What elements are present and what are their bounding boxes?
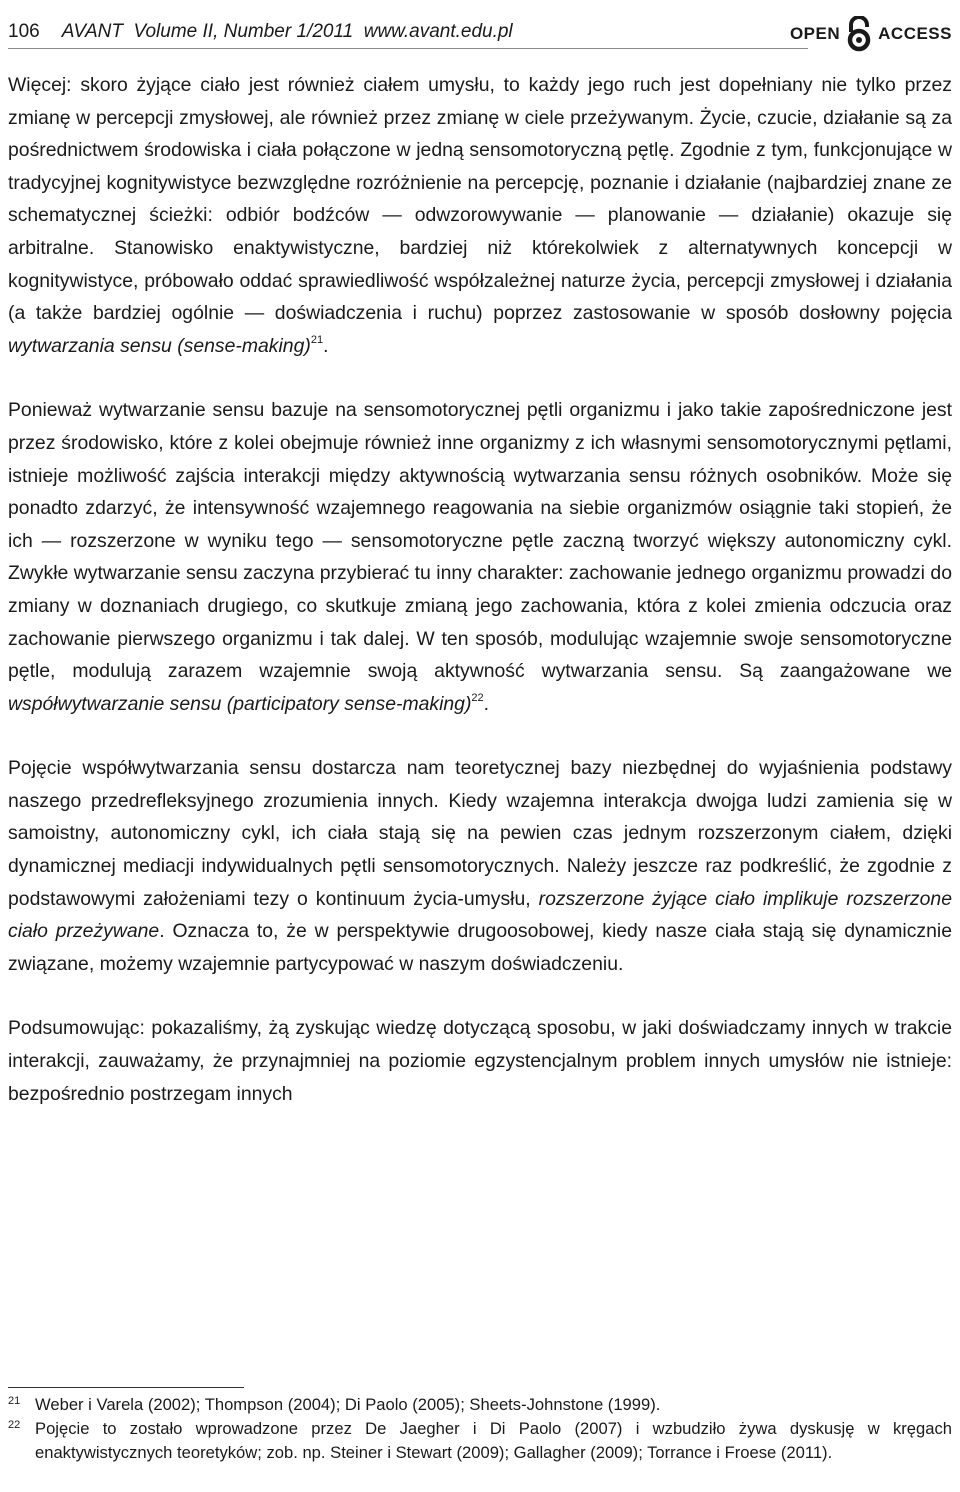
paragraph-2 xyxy=(8,394,952,720)
header-divider xyxy=(8,48,808,49)
running-header xyxy=(8,18,952,48)
logo-text-access: ACCESS xyxy=(878,24,952,43)
footnote-divider xyxy=(8,1387,244,1388)
paragraph-text-end: . Oznacza to, że w perspektywie drugoosobowej, kiedy nasze ciała stają się dynamicznie związane, możemy wzajemnie partycypować w naszym doświadczeniu. xyxy=(8,920,952,975)
paragraph-text-end: . xyxy=(483,692,490,715)
italic-term: wytwarzania sensu (sense-making) xyxy=(8,334,311,357)
footnotes xyxy=(8,1393,952,1464)
footnote-text: Weber i Varela (2002); Thompson (2004); Di Paolo (2005); Sheets-Johnstone (1999). xyxy=(35,1395,661,1414)
paragraph-text: Więcej: skoro żyjące ciało jest również ciałem umysłu, to każdy jego ruch jest dopełniany nie tylko przez zmianę w percepcji zmysłowej, ale również przez zmianę w ciele przeżywanym. Życie, czucie, działanie są za pośrednictwem środowiska i ciała połączone w jedną sensomotoryczną pętlę. Zgodnie z tym, funkcjonujące w tradycyjnej kognitywistyce bezwzględne rozróżnienie na percepcję, poznanie i działanie (najbardziej znane ze schematycznej ścieżki: odbiór bodźców — odwzorowywanie — planowanie — działanie) okazuje się arbitralne. Stanowisko enaktywistyczne, bardziej niż którekolwiek z alternatywnych koncepcji w kognitywistyce, próbowało oddać sprawiedliwość współzależnej naturze życia, percepcji zmysłowej i działania (a także bardziej ogólnie — doświadczenia i ruchu) poprzez zastosowanie w sposób dosłowny pojęcia xyxy=(8,74,952,325)
footnote-ref-22[interactable]: 22 xyxy=(471,691,484,704)
italic-term: rozszerzone żyjące ciało implikuje rozszerzone ciało przeżywane xyxy=(8,887,952,943)
paragraph-text: Podsumowując: pokazaliśmy, żą zyskując wiedzę dotyczącą sposobu, w jaki doświadczamy innych w trakcie interakcji, zauważamy, że przynajmniej na poziomie egzystencjalnym problem innych umysłów nie istnieje: bezpośrednio postrzegam innych xyxy=(8,1017,952,1105)
paragraph-4 xyxy=(8,1012,952,1110)
paragraph-3 xyxy=(8,752,952,980)
footnote-22 xyxy=(8,1417,952,1465)
page-number: 106 xyxy=(8,21,40,42)
logo-text-open: OPEN xyxy=(789,24,841,43)
italic-term: współwytwarzanie sensu (participatory sense-making) xyxy=(8,692,472,715)
footnote-ref-21[interactable]: 21 xyxy=(310,333,324,346)
footnote-21 xyxy=(8,1393,952,1417)
journal-info: AVANT Volume II, Number 1/2011 www.avant.edu.pl xyxy=(61,21,513,42)
paragraph-1 xyxy=(8,69,952,362)
footnote-text: Pojęcie to zostało wprowadzone przez De Jaegher i Di Paolo (2007) i wzbudziło żywa dyskusję w kręgach enaktywistycznych teoretyków; zob. np. Steiner i Stewart (2009); Gallagher (2009); Torrance i Froese (2011). xyxy=(35,1418,952,1462)
paragraph-text-end: . xyxy=(323,334,329,357)
footnote-number: 21 xyxy=(8,1395,21,1407)
footnote-number: 22 xyxy=(8,1418,21,1431)
paragraph-text: Pojęcie współwytwarzania sensu dostarcza nam teoretycznej bazy niezbędnej do wyjaśnienia podstawy naszego przedrefleksyjnego zrozumienia innych. Kiedy wzajemna interakcja dwojga ludzi zamienia się w samoistny, autonomiczny cykl, ich ciała stają się na pewien czas jednym rozszerzonym ciałem, dzięki dynamicznej mediacji indywidualnych pętli sensomotorycznych. Należy jeszcze raz podkreślić, że zgodnie z podstawowymi założeniami tezy o kontinuum życia-umysłu, xyxy=(8,757,952,910)
article-body xyxy=(8,69,952,1110)
open-access-lock-icon xyxy=(844,16,874,52)
open-access-logo xyxy=(790,16,952,52)
paragraph-text: Ponieważ wytwarzanie sensu bazuje na sensomotorycznej pętli organizmu i jako takie zapośredniczone jest przez środowisko, które z kolei obejmuje również inne organizmy z ich własnymi sensomotorycznymi pętlami, istnieje możliwość zajścia interakcji między aktywnością wytwarzania sensu różnych osobników. Może się ponadto zdarzyć, że intensywność wzajemnego reagowania na siebie organizmów osiągnie taki stopień, że ich — rozszerzone w wyniku tego — sensomotoryczne pętle zaczną tworzyć większy autonomiczny cykl. Zwykłe wytwarzanie sensu zaczyna przybierać tu inny charakter: zachowanie jednego organizmu prowadzi do zmiany w doznaniach drugiego, co skutkuje zmianą jego zachowania, która z kolei zmienia odczucia oraz zachowanie pierwszego organizmu i tak dalej. W ten sposób, modulując wzajemnie swoje sensomotoryczne pętle, modulują zarazem wzajemnie swoją aktywność wytwarzania sensu. Są zaangażowane we xyxy=(8,399,952,683)
